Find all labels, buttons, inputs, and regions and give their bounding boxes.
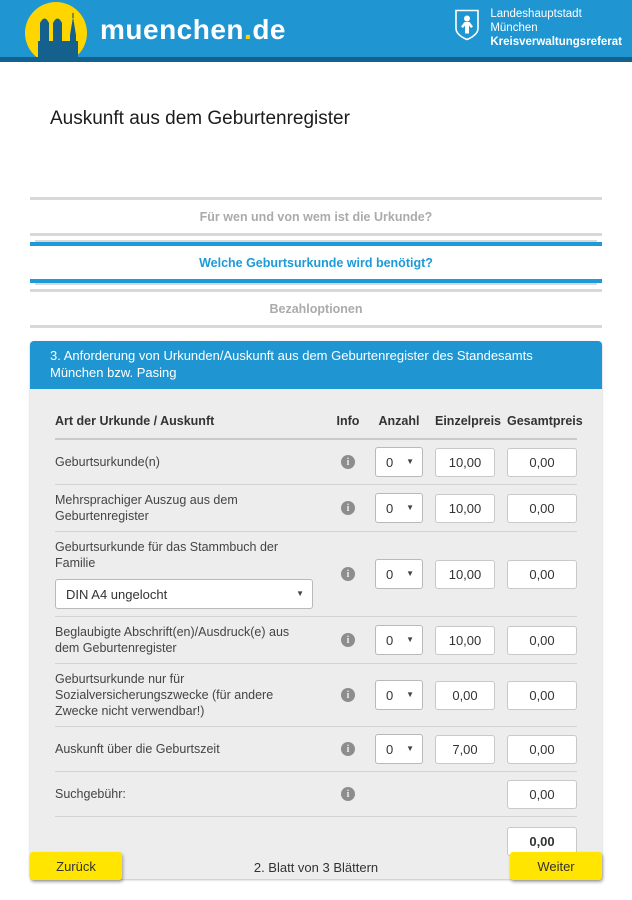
quantity-value: 0 xyxy=(386,632,394,648)
brand-name: muenchen xyxy=(100,14,245,45)
panel-title: 3. Anforderung von Urkunden/Auskunft aus dem Geburtenregister des Standesamts München bzw. Pasing xyxy=(30,341,602,389)
row-total-field[interactable]: 0,00 xyxy=(507,780,577,809)
step-tab-payment[interactable]: Bezahloptionen xyxy=(30,289,602,328)
step-tab-certificate-active[interactable]: Welche Geburtsurkunde wird benötigt? xyxy=(30,242,602,283)
page-indicator: 2. Blatt von 3 Blättern xyxy=(253,859,379,875)
row-label: Mehrsprachiger Auszug aus dem Geburtenregister xyxy=(55,493,238,523)
brand-wordmark[interactable] xyxy=(100,14,286,46)
table-row xyxy=(55,532,577,617)
chevron-down-icon: ▼ xyxy=(406,635,414,644)
quantity-dropdown[interactable] xyxy=(375,447,423,477)
table-row xyxy=(55,664,577,727)
info-icon[interactable]: i xyxy=(341,688,355,702)
quantity-value: 0 xyxy=(386,500,394,516)
col-header-gesamtpreis: Gesamtpreis xyxy=(507,414,583,428)
col-header-anzahl: Anzahl xyxy=(378,414,420,428)
org-line-1: Landeshauptstadt xyxy=(490,8,582,20)
quantity-value: 0 xyxy=(386,741,394,757)
row-total-field[interactable]: 0,00 xyxy=(507,681,577,710)
grand-total-field: 0,00 xyxy=(507,827,577,856)
chevron-down-icon: ▼ xyxy=(406,744,414,753)
unit-price-field[interactable]: 7,00 xyxy=(435,735,495,764)
row-total-field[interactable]: 0,00 xyxy=(507,626,577,655)
back-button[interactable]: Zurück xyxy=(30,852,122,880)
col-header-einzelpreis: Einzelpreis xyxy=(435,414,501,428)
chevron-down-icon: ▼ xyxy=(406,569,414,578)
city-org-block xyxy=(454,7,622,49)
table-row xyxy=(55,727,577,772)
row-total-field[interactable]: 0,00 xyxy=(507,494,577,523)
org-line-3: Kreisverwaltungsreferat xyxy=(490,36,622,48)
info-icon[interactable]: i xyxy=(341,501,355,515)
row-label: Suchgebühr: xyxy=(55,787,126,801)
table-row-search-fee xyxy=(55,772,577,817)
next-button[interactable]: Weiter xyxy=(510,852,602,880)
unit-price-field[interactable]: 0,00 xyxy=(435,681,495,710)
info-icon[interactable]: i xyxy=(341,742,355,756)
quantity-value: 0 xyxy=(386,566,394,582)
quantity-dropdown[interactable] xyxy=(375,734,423,764)
quantity-dropdown[interactable] xyxy=(375,680,423,710)
row-total-field[interactable]: 0,00 xyxy=(507,448,577,477)
unit-price-field[interactable]: 10,00 xyxy=(435,448,495,477)
muenchen-skyline-logo-icon[interactable] xyxy=(14,0,98,57)
row-label: Beglaubigte Abschrift(en)/Ausdruck(e) aus dem Geburtenregister xyxy=(55,625,290,655)
chevron-down-icon: ▼ xyxy=(406,503,414,512)
row-label: Geburtsurkunde(n) xyxy=(55,455,160,469)
quantity-dropdown[interactable] xyxy=(375,625,423,655)
panel-body xyxy=(30,389,602,879)
org-line-2: München xyxy=(490,22,538,34)
col-header-art: Art der Urkunde / Auskunft xyxy=(55,414,215,428)
col-header-info: Info xyxy=(336,414,360,428)
table-row xyxy=(55,617,577,664)
chevron-down-icon: ▼ xyxy=(406,690,414,699)
site-header xyxy=(0,0,632,62)
form-step-accordion xyxy=(30,197,602,328)
variant-dropdown[interactable] xyxy=(55,579,313,609)
row-label: Auskunft über die Geburtszeit xyxy=(55,742,220,756)
wizard-footer xyxy=(0,852,632,880)
row-total-field[interactable]: 0,00 xyxy=(507,735,577,764)
brand-dot: . xyxy=(244,14,253,45)
table-header-row xyxy=(55,389,583,440)
brand-tld: de xyxy=(252,14,286,45)
munich-coat-of-arms-icon xyxy=(454,9,480,41)
table-row xyxy=(55,440,577,485)
certificate-order-panel xyxy=(30,341,602,879)
step-tab-recipient[interactable]: Für wen und von wem ist die Urkunde? xyxy=(30,197,602,236)
info-icon[interactable]: i xyxy=(341,633,355,647)
quantity-value: 0 xyxy=(386,687,394,703)
quantity-dropdown[interactable] xyxy=(375,493,423,523)
info-icon[interactable]: i xyxy=(341,567,355,581)
quantity-value: 0 xyxy=(386,454,394,470)
unit-price-field[interactable]: 10,00 xyxy=(435,560,495,589)
row-label: Geburtsurkunde nur für Sozialversicherungszwecke (für andere Zwecke nicht verwendbar!) xyxy=(55,672,274,718)
info-icon[interactable]: i xyxy=(341,455,355,469)
unit-price-field[interactable]: 10,00 xyxy=(435,494,495,523)
page-title: Auskunft aus dem Geburtenregister xyxy=(50,108,350,129)
variant-value: DIN A4 ungelocht xyxy=(66,586,168,602)
info-icon[interactable]: i xyxy=(341,787,355,801)
quantity-dropdown[interactable] xyxy=(375,559,423,589)
chevron-down-icon: ▼ xyxy=(406,457,414,466)
row-total-field[interactable]: 0,00 xyxy=(507,560,577,589)
chevron-down-icon: ▼ xyxy=(296,589,304,598)
row-label: Geburtsurkunde für das Stammbuch der Familie xyxy=(55,540,279,570)
unit-price-field[interactable]: 10,00 xyxy=(435,626,495,655)
table-row xyxy=(55,485,577,532)
